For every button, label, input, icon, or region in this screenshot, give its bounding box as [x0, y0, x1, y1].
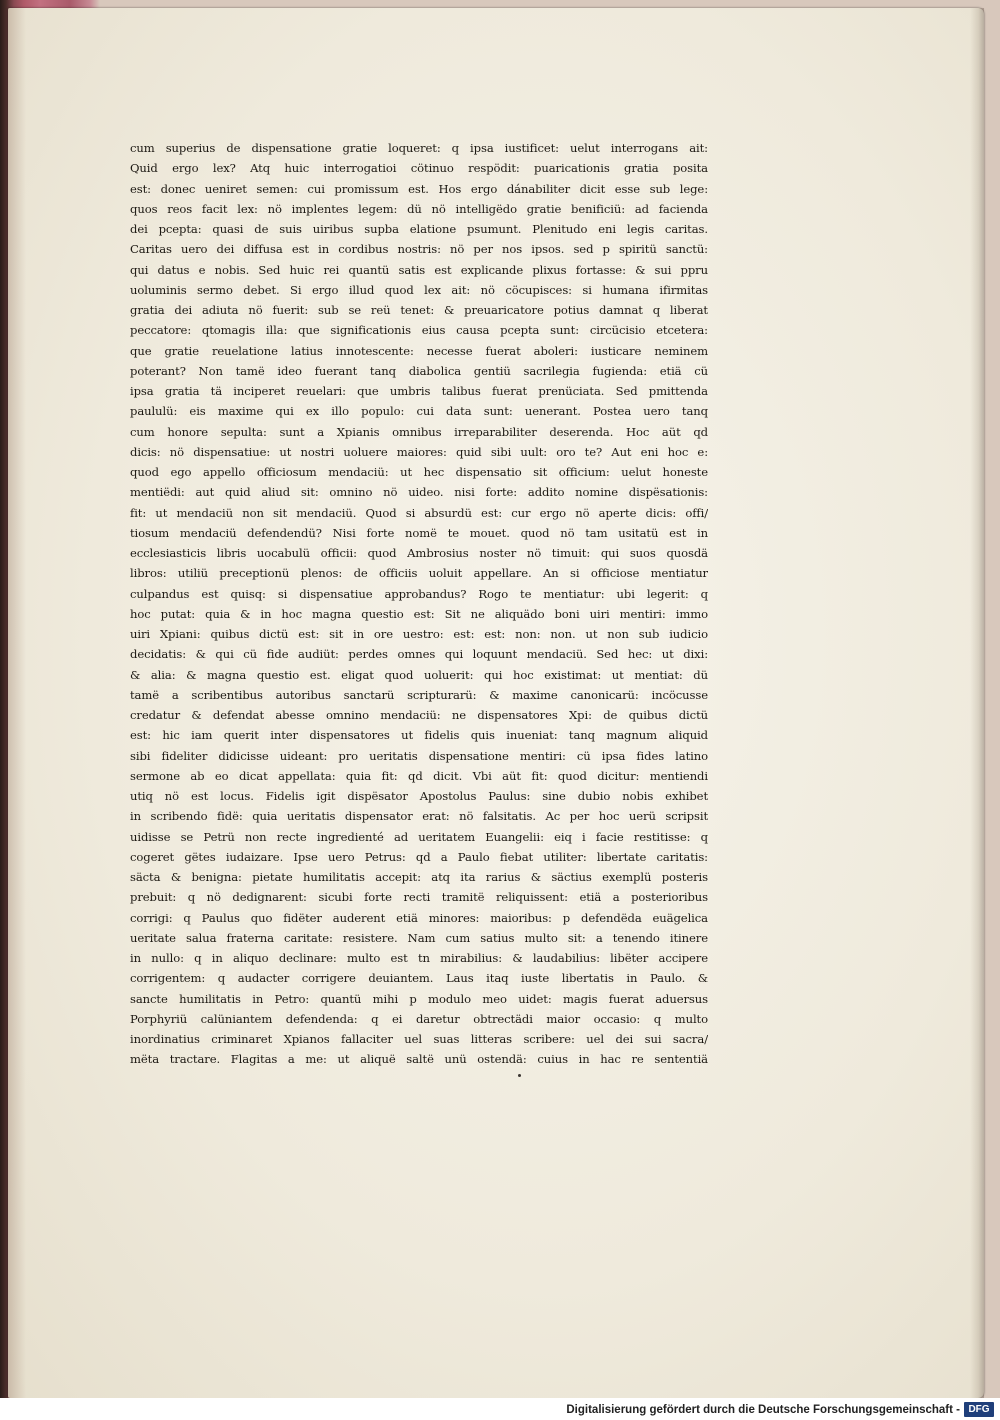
- text-line: in scribendo fidë: quia ueritatis dispensator erat: nö falsitatis. Ac per hoc uerü scripsit: [130, 809, 708, 824]
- text-line: corrigi: q Paulus quo fidëter auderent etiä minores: maioribus: p defendëda euägelica: [130, 910, 708, 925]
- text-line: quod ego appello officiosum mendaciü: ut hec dispensatio sit officium: uelut honeste: [130, 465, 708, 479]
- text-line: tamë a scribentibus autoribus sanctarü scripturarü: & maxime canonicarü: incöcusse: [130, 687, 708, 702]
- text-line: säcta & benigna: pietate humilitatis accepit: atq ita rarius & säctius exemplü posteris: [130, 870, 708, 884]
- dfg-logo-icon: DFG: [964, 1402, 994, 1417]
- text-line: Porphyriü calüniantem defendenda: q ei daretur obtrectädi maior occasio: q multo: [130, 1011, 708, 1026]
- footer-bar: [0, 1398, 1000, 1420]
- text-line: Quid ergo lex? Atq huic interrogatioi cötinuo respödit: puaricationis gratia posita: [130, 161, 708, 176]
- text-line: qui datus e nobis. Sed huic rei quantü satis est explicande plixus fortasse: & sui ppru: [130, 262, 708, 277]
- text-line: hoc putat: quia & in hoc magna questio est: Sit ne aliquädo boni uiri mentiri: immo: [130, 606, 708, 621]
- text-line: que gratie reuelatione latius innotescente: necesse fuerat aboleri: iusticare neminem: [130, 343, 708, 358]
- page-edge-shadow: [970, 8, 984, 1398]
- text-line: uoluminis sermo debet. Si ergo illud quod lex ait: nö cöcupisces: si humana ifirmitas: [130, 282, 708, 297]
- text-line: gratia dei adiuta nö fuerit: sub se reü tenet: & preuaricatore potius damnat q liberat: [130, 303, 708, 317]
- signature-dot: [518, 1074, 521, 1077]
- text-line: quos reos facit lex: nö implentes legem: dü nö intelligëdo gratie benificiü: ad facienda: [130, 201, 708, 216]
- text-line: sermone ab eo dicat appellata: quia fit: qd dicit. Vbi aüt fit: quod dicitur: mentiendi: [130, 768, 708, 783]
- text-line: prebuit: q nö dedignarent: sicubi forte recti tramitë reliquissent: etiä a posterioribus: [130, 890, 708, 905]
- text-line: sibi fideliter didicisse uideant: pro ueritatis dispensatione mentiri: cü ipsa fides latino: [130, 748, 708, 763]
- text-block: [130, 138, 708, 1070]
- text-line: credatur & defendat abesse omnino mendaciü: ne dispensatores Xpi: de quibus dictü: [130, 708, 708, 722]
- text-line: poterant? Non tamë ideo fuerant tanq diabolica gentiü sacrilegia fugienda: etiä cü: [130, 363, 708, 378]
- text-line: cum honore sepulta: sunt a Xpianis omnibus irreparabiliter deserenda. Hoc aüt qd: [130, 424, 708, 439]
- text-line: mëta tractare. Flagitas a me: ut aliquë saltë unü ostendä: cuius in hac re sententiä: [130, 1052, 708, 1067]
- text-line: est: donec ueniret semen: cui promissum est. Hos ergo dánabiliter dicit esse sub lege:: [130, 181, 708, 196]
- text-line: cum superius de dispensatione gratie loqueret: q ipsa iustificet: uelut interrogans ait:: [130, 141, 708, 155]
- text-line: ueritate salua fraterna caritate: resistere. Nam cum satius multo sit: a tenendo itinere: [130, 930, 708, 945]
- text-line: utiq nö est locus. Fidelis igit dispësator Apostolus Paulus: sine dubio nobis exhibet: [130, 789, 708, 803]
- text-line: corrigentem: q audacter corrigere deuiantem. Laus itaq iuste libertatis in Paulo. &: [130, 971, 708, 986]
- text-line: uiri Xpiani: quibus dictü est: sit in ore uestro: est: est: non: non. ut non sub iudicio: [130, 627, 708, 641]
- page-gutter-shadow: [8, 8, 26, 1398]
- text-line: tiosum mendaciü defendendü? Nisi forte nomë te mouet. quod nö tam usitatü est in: [130, 525, 708, 540]
- text-line: est: hic iam querit inter dispensatores ut fidelis quis inueniat: tanq magnum aliquid: [130, 728, 708, 743]
- text-line: dei pcepta: quasi de suis uiribus supba elatione psumunt. Plenitudo eni legis caritas.: [130, 222, 708, 236]
- text-line: in nullo: q in aliquo declinare: multo est tn mirabilius: & laudabilius: libëter accipere: [130, 951, 708, 965]
- text-line: libros: utiliü preceptionü plenos: de officiis uoluit appellare. An si officiose mentiatur: [130, 566, 708, 581]
- text-line: Caritas uero dei diffusa est in cordibus nostris: nö per nos ipsos. sed p spiritü sanctü:: [130, 242, 708, 257]
- text-line: fit: ut mendaciü non sit mendaciü. Quod si absurdü est: cur ergo nö aperte dicis: offi/: [130, 505, 708, 520]
- text-line: inordinatius criminaret Xpianos fallaciter uel suas litteras scribere: uel dei sui sacra/: [130, 1032, 708, 1046]
- text-line: culpandus est quisq: si dispensatiue approbandus? Rogo te mentiatur: ubi legerit: q: [130, 586, 708, 601]
- text-line: ecclesiasticis libris uocabulü officii: quod Ambrosius noster nö timuit: qui suos quosdä: [130, 546, 708, 560]
- text-line: ipsa gratia tä inciperet reuelari: que umbris talibus fuerat prenüciata. Sed pmittenda: [130, 384, 708, 398]
- text-line: mentiëdi: aut quid aliud sit: omnino nö uideo. nisi forte: addito nomine dispësationis:: [130, 485, 708, 500]
- text-line: sancte humilitatis in Petro: quantü mihi p modulo meo uidet: magis fuerat aduersus: [130, 991, 708, 1006]
- text-line: & alia: & magna questio est. eligat quod uoluerit: qui hoc existimat: ut mentiat: dü: [130, 667, 708, 682]
- text-line: peccatore: qtomagis illa: que significationis eius causa pcepta sunt: circücisio etcetera:: [130, 323, 708, 338]
- funding-credit: Digitalisierung gefördert durch die Deutsche Forschungsgemeinschaft -: [566, 1404, 960, 1416]
- text-line: paululü: eis maxime qui ex illo populo: cui data sunt: uenerant. Postea uero tanq: [130, 404, 708, 419]
- text-line: uidisse se Petrü non recte ingredienté ad ueritatem Euangelii: eiq i facie restitisse: q: [130, 829, 708, 844]
- text-line: decidatis: & qui cü fide audiüt: perdes omnes qui loquunt mendaciü. Sed hec: ut dixi:: [130, 647, 708, 662]
- text-line: cogeret gëtes iudaizare. Ipse uero Petrus: qd a Paulo fiebat utiliter: libertate caritatis:: [130, 849, 708, 864]
- text-line: dicis: nö dispensatiue: ut nostri uoluere maiores: quid sibi uult: oro te? Aut eni hoc e:: [130, 444, 708, 459]
